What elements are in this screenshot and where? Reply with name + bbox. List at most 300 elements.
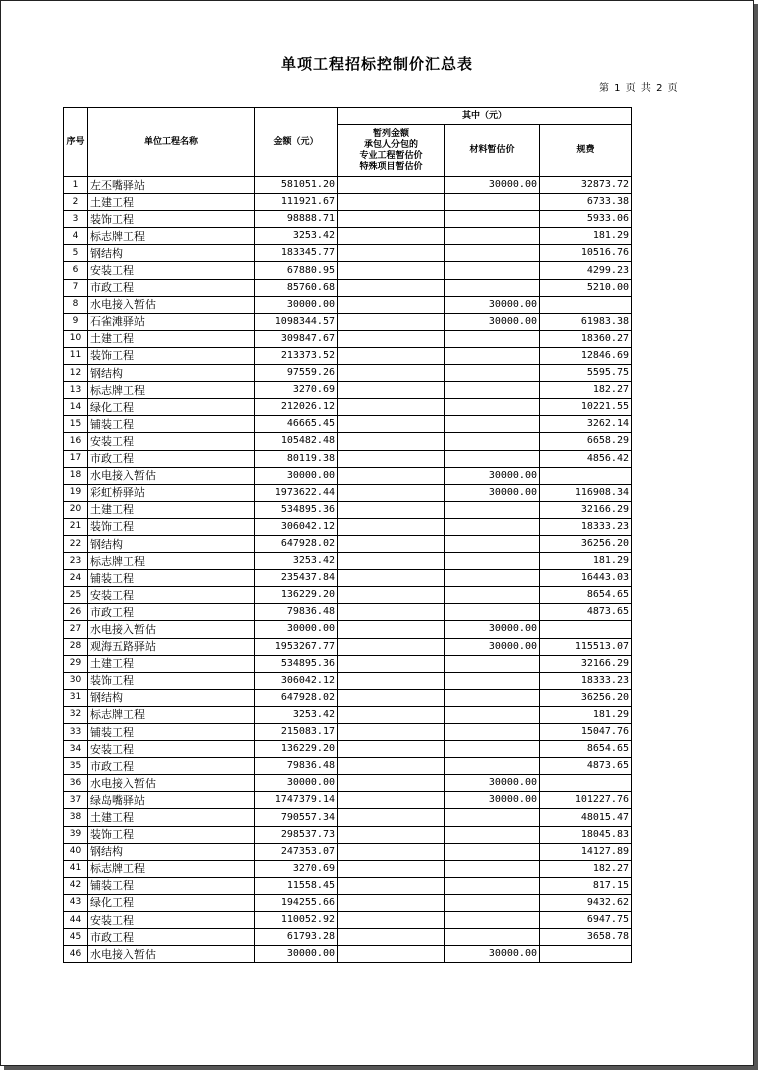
row-name: 钢结构 <box>88 365 255 382</box>
row-provisional <box>338 518 445 535</box>
row-name: 钢结构 <box>88 535 255 552</box>
row-name: 土建工程 <box>88 655 255 672</box>
table-row <box>64 296 632 313</box>
row-fees: 36256.20 <box>540 535 632 552</box>
row-material <box>445 399 540 416</box>
table-row <box>64 553 632 570</box>
row-provisional <box>338 433 445 450</box>
row-fees <box>540 621 632 638</box>
table-row <box>64 843 632 860</box>
row-amount: 3270.69 <box>255 860 338 877</box>
row-fees: 16443.03 <box>540 570 632 587</box>
row-name: 市政工程 <box>88 929 255 946</box>
row-name: 市政工程 <box>88 758 255 775</box>
row-amount: 534895.36 <box>255 501 338 518</box>
row-provisional <box>338 245 445 262</box>
row-provisional <box>338 279 445 296</box>
row-fees: 115513.07 <box>540 638 632 655</box>
row-provisional <box>338 877 445 894</box>
row-number: 25 <box>64 587 88 604</box>
row-fees: 32166.29 <box>540 655 632 672</box>
row-name: 安装工程 <box>88 262 255 279</box>
row-amount: 3253.42 <box>255 228 338 245</box>
row-material: 30000.00 <box>445 313 540 330</box>
row-material: 30000.00 <box>445 775 540 792</box>
row-name: 市政工程 <box>88 279 255 296</box>
row-material <box>445 706 540 723</box>
row-name: 彩虹桥驿站 <box>88 484 255 501</box>
row-name: 市政工程 <box>88 450 255 467</box>
row-fees: 12846.69 <box>540 347 632 364</box>
row-number: 17 <box>64 450 88 467</box>
row-material <box>445 262 540 279</box>
row-name: 铺装工程 <box>88 877 255 894</box>
row-provisional <box>338 211 445 228</box>
row-material <box>445 724 540 741</box>
row-material <box>445 433 540 450</box>
row-number: 45 <box>64 929 88 946</box>
row-number: 9 <box>64 313 88 330</box>
table-row <box>64 177 632 194</box>
row-name: 标志牌工程 <box>88 382 255 399</box>
row-material: 30000.00 <box>445 177 540 194</box>
row-amount: 306042.12 <box>255 518 338 535</box>
row-fees: 61983.38 <box>540 313 632 330</box>
row-provisional <box>338 724 445 741</box>
row-number: 19 <box>64 484 88 501</box>
row-material <box>445 843 540 860</box>
header-no: 序号 <box>64 108 88 177</box>
row-name: 绿化工程 <box>88 399 255 416</box>
row-provisional <box>338 416 445 433</box>
row-name: 水电接入暂估 <box>88 296 255 313</box>
table-row <box>64 228 632 245</box>
row-provisional <box>338 382 445 399</box>
row-name: 安装工程 <box>88 587 255 604</box>
table-row <box>64 604 632 621</box>
row-amount: 213373.52 <box>255 347 338 364</box>
row-number: 7 <box>64 279 88 296</box>
row-material <box>445 518 540 535</box>
row-amount: 30000.00 <box>255 946 338 963</box>
table-row <box>64 638 632 655</box>
row-material: 30000.00 <box>445 621 540 638</box>
row-material: 30000.00 <box>445 484 540 501</box>
row-amount: 30000.00 <box>255 467 338 484</box>
row-number: 34 <box>64 741 88 758</box>
row-amount: 647928.02 <box>255 535 338 552</box>
table-row <box>64 416 632 433</box>
row-amount: 11558.45 <box>255 877 338 894</box>
row-provisional <box>338 860 445 877</box>
row-name: 土建工程 <box>88 501 255 518</box>
row-fees: 8654.65 <box>540 741 632 758</box>
table-row <box>64 347 632 364</box>
row-fees <box>540 467 632 484</box>
table-row <box>64 399 632 416</box>
row-number: 4 <box>64 228 88 245</box>
row-fees: 116908.34 <box>540 484 632 501</box>
row-number: 32 <box>64 706 88 723</box>
row-material <box>445 929 540 946</box>
row-fees: 181.29 <box>540 228 632 245</box>
row-provisional <box>338 638 445 655</box>
row-fees: 6733.38 <box>540 194 632 211</box>
table-row <box>64 535 632 552</box>
table-row <box>64 826 632 843</box>
row-material <box>445 587 540 604</box>
row-fees <box>540 296 632 313</box>
row-amount: 110052.92 <box>255 912 338 929</box>
row-provisional <box>338 655 445 672</box>
row-name: 水电接入暂估 <box>88 467 255 484</box>
row-amount: 215083.17 <box>255 724 338 741</box>
row-number: 12 <box>64 365 88 382</box>
row-fees: 36256.20 <box>540 689 632 706</box>
row-fees: 15047.76 <box>540 724 632 741</box>
row-name: 装饰工程 <box>88 211 255 228</box>
row-material: 30000.00 <box>445 638 540 655</box>
row-name: 装饰工程 <box>88 347 255 364</box>
row-material <box>445 194 540 211</box>
row-amount: 111921.67 <box>255 194 338 211</box>
table-row <box>64 912 632 929</box>
row-number: 37 <box>64 792 88 809</box>
row-fees: 181.29 <box>540 553 632 570</box>
row-name: 安装工程 <box>88 433 255 450</box>
row-provisional <box>338 535 445 552</box>
row-provisional <box>338 484 445 501</box>
table-row <box>64 484 632 501</box>
row-amount: 534895.36 <box>255 655 338 672</box>
row-material <box>445 416 540 433</box>
row-fees: 18360.27 <box>540 330 632 347</box>
row-fees: 14127.89 <box>540 843 632 860</box>
row-material <box>445 758 540 775</box>
row-name: 标志牌工程 <box>88 228 255 245</box>
row-material: 30000.00 <box>445 467 540 484</box>
row-number: 20 <box>64 501 88 518</box>
row-name: 水电接入暂估 <box>88 775 255 792</box>
table-row <box>64 501 632 518</box>
row-amount: 3253.42 <box>255 706 338 723</box>
row-provisional <box>338 946 445 963</box>
row-name: 水电接入暂估 <box>88 621 255 638</box>
row-fees: 18333.23 <box>540 672 632 689</box>
row-fees: 6658.29 <box>540 433 632 450</box>
row-number: 39 <box>64 826 88 843</box>
row-amount: 1098344.57 <box>255 313 338 330</box>
row-amount: 79836.48 <box>255 758 338 775</box>
table-row <box>64 621 632 638</box>
row-material <box>445 894 540 911</box>
row-number: 36 <box>64 775 88 792</box>
table-row <box>64 450 632 467</box>
row-amount: 183345.77 <box>255 245 338 262</box>
row-fees: 4873.65 <box>540 604 632 621</box>
row-material <box>445 365 540 382</box>
table-row <box>64 365 632 382</box>
row-amount: 98888.71 <box>255 211 338 228</box>
row-provisional <box>338 672 445 689</box>
row-fees: 5210.00 <box>540 279 632 296</box>
row-name: 土建工程 <box>88 809 255 826</box>
row-material <box>445 279 540 296</box>
row-material <box>445 655 540 672</box>
table-row <box>64 946 632 963</box>
row-name: 安装工程 <box>88 912 255 929</box>
table-row <box>64 706 632 723</box>
row-fees: 3262.14 <box>540 416 632 433</box>
row-amount: 3270.69 <box>255 382 338 399</box>
row-provisional <box>338 467 445 484</box>
row-fees <box>540 946 632 963</box>
row-number: 15 <box>64 416 88 433</box>
row-number: 23 <box>64 553 88 570</box>
row-number: 33 <box>64 724 88 741</box>
row-fees: 32873.72 <box>540 177 632 194</box>
row-number: 43 <box>64 894 88 911</box>
row-amount: 1953267.77 <box>255 638 338 655</box>
row-amount: 194255.66 <box>255 894 338 911</box>
row-fees: 5595.75 <box>540 365 632 382</box>
row-provisional <box>338 313 445 330</box>
table-row <box>64 194 632 211</box>
row-provisional <box>338 399 445 416</box>
table-row <box>64 279 632 296</box>
row-fees: 18333.23 <box>540 518 632 535</box>
row-fees: 10516.76 <box>540 245 632 262</box>
row-provisional <box>338 450 445 467</box>
row-amount: 85760.68 <box>255 279 338 296</box>
table-row <box>64 929 632 946</box>
row-number: 27 <box>64 621 88 638</box>
row-amount: 309847.67 <box>255 330 338 347</box>
row-provisional <box>338 553 445 570</box>
row-fees: 18045.83 <box>540 826 632 843</box>
row-amount: 97559.26 <box>255 365 338 382</box>
row-provisional <box>338 758 445 775</box>
row-material <box>445 553 540 570</box>
row-fees: 4856.42 <box>540 450 632 467</box>
table-row <box>64 724 632 741</box>
row-name: 铺装工程 <box>88 724 255 741</box>
table-row <box>64 330 632 347</box>
row-name: 土建工程 <box>88 330 255 347</box>
row-amount: 247353.07 <box>255 843 338 860</box>
table-row <box>64 877 632 894</box>
row-provisional <box>338 894 445 911</box>
row-number: 2 <box>64 194 88 211</box>
row-fees: 5933.06 <box>540 211 632 228</box>
row-name: 石雀滩驿站 <box>88 313 255 330</box>
row-amount: 67880.95 <box>255 262 338 279</box>
table-row <box>64 809 632 826</box>
row-number: 24 <box>64 570 88 587</box>
row-material <box>445 860 540 877</box>
row-amount: 30000.00 <box>255 621 338 638</box>
row-number: 42 <box>64 877 88 894</box>
row-fees: 182.27 <box>540 382 632 399</box>
row-amount: 30000.00 <box>255 775 338 792</box>
row-number: 10 <box>64 330 88 347</box>
row-name: 装饰工程 <box>88 518 255 535</box>
row-material <box>445 211 540 228</box>
row-material <box>445 535 540 552</box>
header-provisional: 暂列金额 承包人分包的 专业工程暂估价 特殊项目暂估价 <box>338 125 445 177</box>
table-row <box>64 262 632 279</box>
row-amount: 136229.20 <box>255 741 338 758</box>
row-amount: 647928.02 <box>255 689 338 706</box>
table-row <box>64 382 632 399</box>
table-row <box>64 689 632 706</box>
row-material: 30000.00 <box>445 792 540 809</box>
row-material <box>445 347 540 364</box>
row-amount: 581051.20 <box>255 177 338 194</box>
row-fees: 182.27 <box>540 860 632 877</box>
row-name: 左丕嘴驿站 <box>88 177 255 194</box>
row-provisional <box>338 689 445 706</box>
table-row <box>64 313 632 330</box>
row-number: 11 <box>64 347 88 364</box>
row-amount: 306042.12 <box>255 672 338 689</box>
row-provisional <box>338 741 445 758</box>
row-provisional <box>338 296 445 313</box>
table-row <box>64 433 632 450</box>
row-fees: 181.29 <box>540 706 632 723</box>
row-material <box>445 501 540 518</box>
row-fees: 4299.23 <box>540 262 632 279</box>
row-amount: 3253.42 <box>255 553 338 570</box>
row-fees: 4873.65 <box>540 758 632 775</box>
table-row <box>64 518 632 535</box>
row-fees: 48015.47 <box>540 809 632 826</box>
row-provisional <box>338 347 445 364</box>
row-provisional <box>338 501 445 518</box>
row-name: 水电接入暂估 <box>88 946 255 963</box>
row-amount: 61793.28 <box>255 929 338 946</box>
table-row <box>64 860 632 877</box>
row-fees: 6947.75 <box>540 912 632 929</box>
row-material <box>445 604 540 621</box>
row-name: 铺装工程 <box>88 416 255 433</box>
row-name: 钢结构 <box>88 689 255 706</box>
row-provisional <box>338 843 445 860</box>
row-number: 35 <box>64 758 88 775</box>
row-material <box>445 809 540 826</box>
row-fees: 3658.78 <box>540 929 632 946</box>
row-number: 6 <box>64 262 88 279</box>
row-number: 3 <box>64 211 88 228</box>
row-amount: 80119.38 <box>255 450 338 467</box>
row-name: 钢结构 <box>88 245 255 262</box>
row-amount: 105482.48 <box>255 433 338 450</box>
row-provisional <box>338 194 445 211</box>
row-material <box>445 570 540 587</box>
header-name: 单位工程名称 <box>88 108 255 177</box>
row-name: 钢结构 <box>88 843 255 860</box>
row-name: 市政工程 <box>88 604 255 621</box>
row-number: 38 <box>64 809 88 826</box>
table-row <box>64 570 632 587</box>
row-material <box>445 912 540 929</box>
row-number: 16 <box>64 433 88 450</box>
row-number: 13 <box>64 382 88 399</box>
row-material <box>445 741 540 758</box>
row-amount: 136229.20 <box>255 587 338 604</box>
row-number: 30 <box>64 672 88 689</box>
row-number: 18 <box>64 467 88 484</box>
row-name: 安装工程 <box>88 741 255 758</box>
row-material: 30000.00 <box>445 946 540 963</box>
row-name: 绿化工程 <box>88 894 255 911</box>
row-name: 标志牌工程 <box>88 860 255 877</box>
row-amount: 30000.00 <box>255 296 338 313</box>
row-provisional <box>338 177 445 194</box>
row-name: 绿岛嘴驿站 <box>88 792 255 809</box>
row-number: 29 <box>64 655 88 672</box>
table-body <box>64 177 632 963</box>
table-row <box>64 587 632 604</box>
row-material <box>445 877 540 894</box>
row-provisional <box>338 706 445 723</box>
table-row <box>64 741 632 758</box>
row-amount: 46665.45 <box>255 416 338 433</box>
row-fees: 10221.55 <box>540 399 632 416</box>
table-row <box>64 211 632 228</box>
table-row <box>64 672 632 689</box>
row-provisional <box>338 826 445 843</box>
row-number: 31 <box>64 689 88 706</box>
row-name: 装饰工程 <box>88 826 255 843</box>
row-fees: 101227.76 <box>540 792 632 809</box>
row-number: 44 <box>64 912 88 929</box>
row-fees: 32166.29 <box>540 501 632 518</box>
row-material <box>445 382 540 399</box>
row-provisional <box>338 228 445 245</box>
row-number: 8 <box>64 296 88 313</box>
header-fees: 规费 <box>540 125 632 177</box>
table-row <box>64 792 632 809</box>
page-number: 第 1 页 共 2 页 <box>599 83 679 94</box>
row-material <box>445 826 540 843</box>
row-number: 46 <box>64 946 88 963</box>
row-name: 观海五路驿站 <box>88 638 255 655</box>
row-provisional <box>338 775 445 792</box>
table-row <box>64 775 632 792</box>
row-provisional <box>338 621 445 638</box>
row-number: 1 <box>64 177 88 194</box>
table-row <box>64 894 632 911</box>
row-name: 土建工程 <box>88 194 255 211</box>
summary-table <box>63 107 632 963</box>
row-material: 30000.00 <box>445 296 540 313</box>
row-provisional <box>338 912 445 929</box>
row-number: 5 <box>64 245 88 262</box>
row-amount: 212026.12 <box>255 399 338 416</box>
row-amount: 298537.73 <box>255 826 338 843</box>
row-number: 21 <box>64 518 88 535</box>
row-material <box>445 689 540 706</box>
row-material <box>445 330 540 347</box>
header-of-which: 其中（元） <box>338 108 632 125</box>
row-provisional <box>338 792 445 809</box>
header-amount: 金额（元） <box>255 108 338 177</box>
row-provisional <box>338 262 445 279</box>
row-amount: 1973622.44 <box>255 484 338 501</box>
row-amount: 790557.34 <box>255 809 338 826</box>
row-provisional <box>338 604 445 621</box>
